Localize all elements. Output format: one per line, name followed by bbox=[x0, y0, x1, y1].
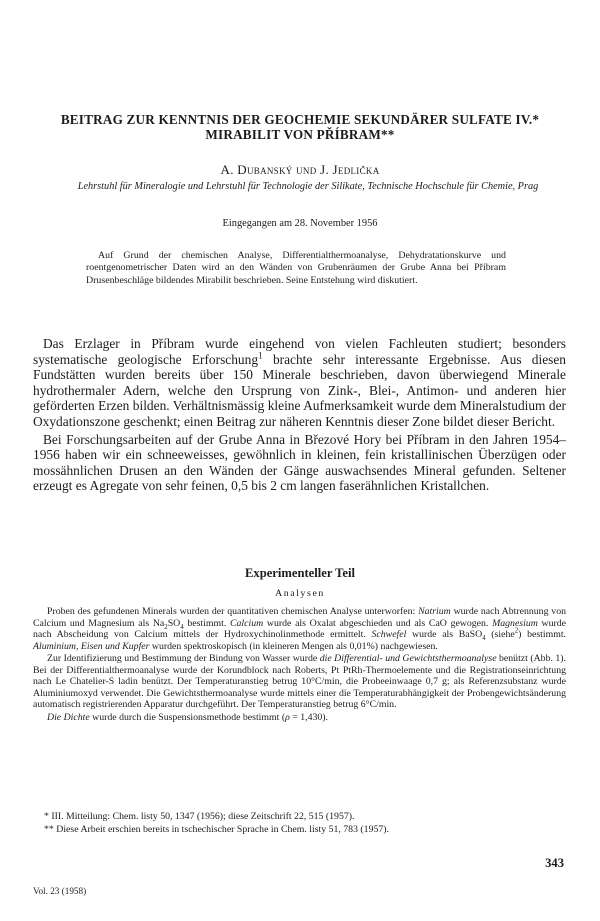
title-line-2: MIRABILIT VON PŘÍBRAM** bbox=[205, 127, 395, 142]
abstract: Auf Grund der chemischen Analyse, Differentialthermoanalyse, Dehydratationskurve und roentgenometrischer Daten wird an den Wänden von Grubenräumen der Grube Anna bei Příbram Drusenbeschläge bildendes Mirabilit beschrieben. Seine Entstehung wird diskutiert. bbox=[86, 250, 506, 286]
section-heading: Experimenteller Teil bbox=[245, 566, 355, 580]
intro-paragraph-2: Bei Forschungsarbeiten auf der Grube Anna in Březové Hory bei Příbram in den Jahren 1954–1956 haben wir ein schneeweisses, gewöhnlich in kleinen, fein kristallinischen Überzügen oder mossähnlichen Drusen an den Wänden der Gänge auswachsendes Mineral gefunden. Seltener erzeugt es Agregate von sehr feinen, 0,5 bis 2 cm langen faserähnlichen Kristallchen. bbox=[33, 431, 566, 494]
received-date: Eingegangen am 28. November 1956 bbox=[222, 218, 378, 229]
introduction bbox=[33, 336, 566, 494]
footnotes bbox=[44, 810, 570, 836]
term-calcium: Calcium bbox=[229, 617, 264, 629]
authors: A. Dubanský und J. Jedlička bbox=[220, 162, 380, 177]
subsection-heading: Analysen bbox=[275, 588, 325, 599]
term-schwefel: Schwefel bbox=[371, 629, 407, 641]
term-aluminium-eisen-kupfer: Aluminium, Eisen und Kupfer bbox=[33, 640, 150, 652]
term-thermoanalyse: die Differential- und Gewichtsthermoanalyse bbox=[319, 653, 497, 665]
footnote-2: ** Diese Arbeit erschien bereits in tschechischer Sprache in Chem. listy 51, 783 (1957). bbox=[44, 824, 389, 835]
volume-info: Vol. 23 (1958) bbox=[33, 886, 87, 896]
term-dichte: Die Dichte bbox=[47, 711, 90, 723]
page-number: 343 bbox=[545, 856, 564, 870]
term-magnesium: Magnesium bbox=[492, 617, 538, 629]
title-line-1: BEITRAG ZUR KENNTNIS DER GEOCHEMIE SEKUNDÄRER SULFATE IV.* bbox=[60, 112, 540, 127]
analysis-paragraph-1: Proben des gefundenen Minerals wurden der quantitativen chemischen Analyse unterworfen: Natrium wurde nach Abtrennung von Calcium und Magnesium als $Na_2SO_4$ bestimmt. Calcium wurde als Oxalat abgeschieden und als CaO gewogen. Magnesium wurde nach Abscheidung von Calcium mittels der Hydroxychinolinmethode ermittelt. Schwefel wurde als BaSO$_4$ (siehe$^2$) bestimmt. Aluminium, Eisen und Kupfer wurden spektroskopisch (in kleineren Mengen als 0,01%) nachgewiesen. bbox=[33, 606, 566, 652]
analysis-paragraph-2: Zur Identifizierung und Bestimmung der Bindung von Wasser wurde die Differential- und Gewichtsthermoanalyse benützt (Abb. 1). Bei der Differentialthermoanalyse wurde der Korundblock nach Roberts, Pt PtRh-Thermoelemente und die Registrationseinrichtung nach Le Chatelier-S ladin benützt. Der Temperaturanstieg betrug 10°C/min, die Probeeinwaage 0,7 g; als Referenzsubstanz wurde Aluminiumoxyd verwendet. Die Gewichtsthermoanalyse wurde mittels einer die Temperaturabhängigkeit der Probengewichtsänderung automatisch registrierenden Apparatur durchgeführt. Der Temperaturanstieg betrug 6°C/min. bbox=[33, 653, 566, 711]
analysis-paragraph-3: Die Dichte wurde durch die Suspensionsmethode bestimmt (ρ = 1,430). bbox=[47, 711, 328, 723]
term-natrium: Natrium bbox=[418, 606, 451, 617]
intro-paragraph-1: Das Erzlager in Příbram wurde eingehend von vielen Fachleuten studiert; besonders systematische geologische Erforschung$^1$ brachte sehr interessante Ergebnisse. Aus diesen Fundstätten wurden bereits über 150 Minerale beschrieben, davon überwiegend Minerale hydrothermaler Adern, welche den Ursprung von Zink-, Blei-, Antimon- und anderen hier geförderten Erzen bilden. Verhältnismässig kleine Aufmerksamkeit wurde dem Mineralstudium der Oxydationszone geschenkt; einen Beitrag zur näheren Kenntnis dieser Zone bildet dieser Bericht. bbox=[33, 336, 566, 429]
affiliation: Lehrstuhl für Mineralogie und Lehrstuhl für Technologie der Silikate, Technische Hochschule für Chemie, Prag bbox=[77, 181, 539, 192]
footnote-1: * III. Mitteilung: Chem. listy 50, 1347 (1956); diese Zeitschrift 22, 515 (1957). bbox=[44, 811, 355, 822]
article-title bbox=[18, 112, 582, 142]
footnote-ref-1: 1 bbox=[258, 351, 263, 362]
analysis-text bbox=[33, 606, 566, 723]
